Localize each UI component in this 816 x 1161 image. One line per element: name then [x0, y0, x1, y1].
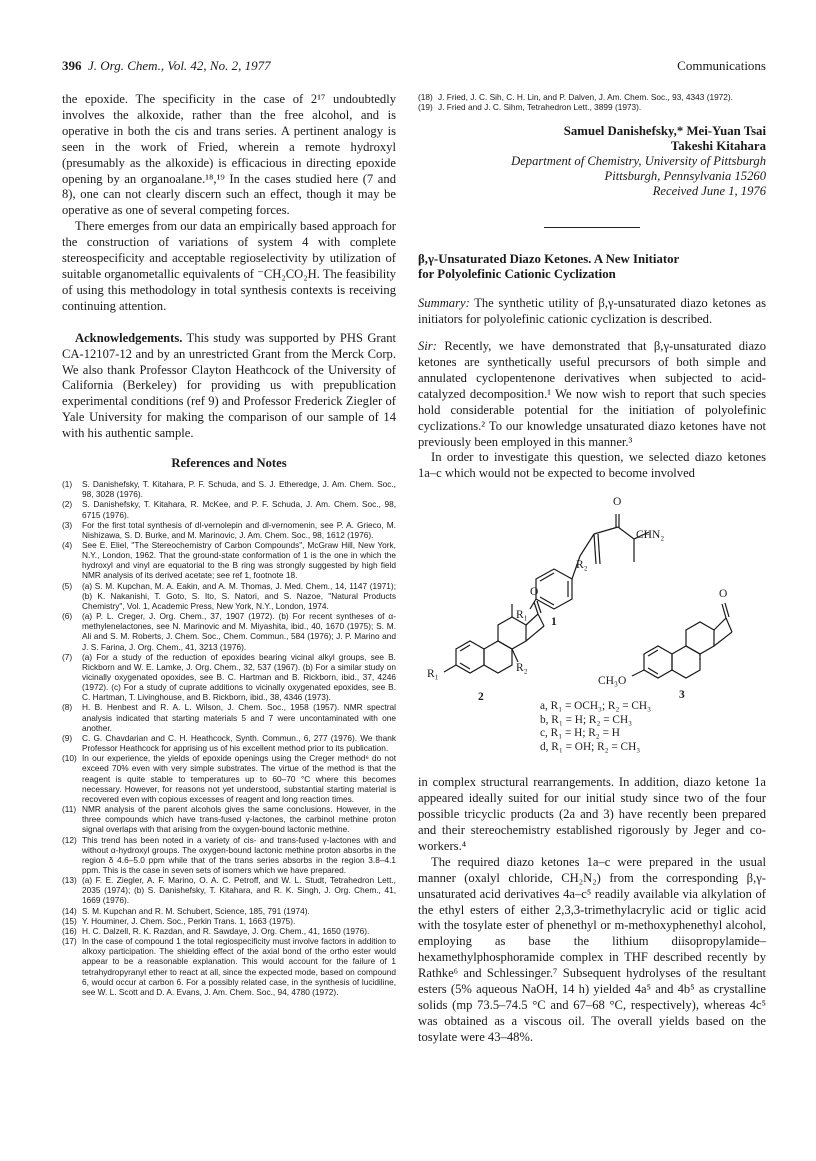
- paragraph-complex: in complex structural rearrangements. In addition, diazo ketone 1a appeared ideally suited for our initial study since two of the four possible tricyclic products (2a and 3) have recently been prepared and their stereochemistry established rigorously by Jeger and co-workers.⁴: [418, 775, 766, 853]
- reference-number: (14): [62, 905, 77, 916]
- reference-number: (11): [62, 804, 77, 815]
- reference-text: (a) S. M. Kupchan, M. A. Eakin, and A. M. Thomas, J. Med. Chem., 14, 1147 (1971); (b) K. Nakanishi, T. Goto, S. Ito, S. Natori, and S. Nazoe, "Natural Products Chemistry", Vol. 1, Academic Press, New York, N.Y., London, 1974.: [82, 580, 396, 611]
- reference-item: [418, 102, 766, 112]
- reference-item: [62, 753, 396, 804]
- page-number: 396: [62, 58, 82, 73]
- affiliation-city: Pittsburgh, Pennsylvania 15260: [604, 169, 766, 184]
- substituent-b: b, R₁ = H; R₂ = CH₃: [540, 713, 633, 726]
- reference-item: [62, 733, 396, 753]
- paragraph-sir: [418, 339, 766, 450]
- substituent-d: d, R₁ = OH; R₂ = CH₃: [540, 741, 641, 754]
- reference-item: [62, 916, 396, 926]
- reference-number: (6): [62, 611, 73, 622]
- compound-1-r1: R₁: [516, 609, 528, 622]
- reference-item: [62, 499, 396, 519]
- reference-item: [62, 652, 396, 703]
- reference-number: (10): [62, 753, 77, 764]
- paragraph-conclusion: There emerges from our data an empirically based approach for the construction of variations of system 4 with complete stereospecificity and acceptable regioselectivity by utilization of suitable organometallic equivalents of ⁻CH₂CO₂H. The feasibility of using this methodology in total synthesis contexts is receiving continuing attention.: [62, 219, 396, 313]
- chemical-scheme: [418, 484, 766, 775]
- reference-text: Y. Houminer, J. Chem. Soc., Perkin Trans. 1, 1663 (1975).: [82, 915, 296, 926]
- reference-number: (2): [62, 499, 73, 510]
- reference-item: [62, 520, 396, 540]
- reference-text: S. Danishefsky, T. Kitahara, P. F. Schuda, and S. J. Etheredge, J. Am. Chem. Soc., 98, 3028 (1976).: [82, 479, 396, 500]
- compound-1-chn2: CHN₂: [636, 529, 665, 542]
- reference-text: C. G. Chavdarian and C. H. Heathcock, Synth. Commun., 6, 277 (1976). We thank Professor Heathcock for apprising us of his excellent method prior to its publication.: [82, 732, 396, 754]
- ack-text: This study was supported by PHS Grant CA-12107-12 and by an unrestricted Grant from the Merck Corp. We also thank Professor Clayton Heathcock of the University of California (Berkeley) for providing us with prepublication experimental conditions (ref 9) and Professor Frederick Ziegler of Yale University for making the comparison of our sample of 14 with his authentic sample.: [62, 330, 396, 441]
- reference-text: NMR analysis of the parent alcohols gives the same conclusions. However, in the three compounds which have trans-fused γ-lactones, the carbinol methine proton signal overlaps with that arising from the oxygen-bound lactonic methine.: [82, 804, 396, 835]
- paragraph-order: In order to investigate this question, we selected diazo ketones 1a–c which would not be expected to become involved: [418, 450, 766, 481]
- ack-label: Acknowledgements.: [75, 330, 183, 345]
- reference-text: For the first total synthesis of dl-vernolepin and dl-vernomenin, see P. A. Grieco, M. Nishizawa, S. D. Burke, and M. Marinovic, J. Am. Chem. Soc., 98, 1612 (1976).: [82, 519, 396, 540]
- reference-number: (16): [62, 925, 77, 936]
- reference-text: J. Fried, J. C. Sih, C. H. Lin, and P. Dalven, J. Am. Chem. Soc., 93, 4343 (1972).: [438, 92, 733, 102]
- compound-2-oxygen: O: [530, 586, 539, 599]
- reference-text: J. Fried and J. C. Sihm, Tetrahedron Lett., 3899 (1973).: [438, 102, 642, 113]
- reference-number: (3): [62, 519, 73, 530]
- section-name: Communications: [677, 58, 766, 73]
- article-title-line-2: for Polyolefinic Cationic Cyclization: [418, 267, 616, 282]
- reference-item: [62, 804, 396, 834]
- reference-text: S. Danishefsky, T. Kitahara, R. McKee, and P. F. Schuda, J. Am. Chem. Soc., 98, 6715 (1976).: [82, 499, 396, 520]
- received-date: Received June 1, 1976: [652, 184, 766, 199]
- reference-number: (18): [418, 92, 433, 102]
- journal-citation: J. Org. Chem., Vol. 42, No. 2, 1977: [88, 58, 271, 73]
- reference-item: [62, 702, 396, 732]
- affiliation-dept: Department of Chemistry, University of Pittsburgh: [511, 154, 766, 169]
- compound-2-r1: R₁: [427, 668, 439, 681]
- reference-text: S. M. Kupchan and R. M. Schubert, Science, 185, 791 (1974).: [82, 905, 310, 916]
- right-column: [418, 92, 766, 1046]
- summary-label: Summary:: [418, 296, 470, 311]
- reference-number: (7): [62, 651, 73, 662]
- reference-number: (4): [62, 539, 73, 550]
- reference-list: [62, 479, 396, 997]
- section-divider: [544, 227, 640, 228]
- reference-text: H. B. Henbest and R. A. L. Wilson, J. Chem. Soc., 1958 (1957). NMR spectral analysis indicated that starting materials 5 and 7 were uncontaminated with one another.: [82, 702, 396, 733]
- compound-3-oxygen: O: [719, 588, 728, 601]
- reference-item: [418, 92, 766, 102]
- compound-1-r2: R₂: [576, 559, 588, 572]
- substituent-c: c, R₁ = H; R₂ = H: [540, 727, 620, 740]
- reference-text: (a) P. L. Creger, J. Org. Chem., 37, 1907 (1972). (b) For recent syntheses of α-methylenelactones, see N. Marinovic and M. Miyashita, ibid., 40, 1670 (1975); S. M. Ali and S. M. Roberts, J. Chem. Soc., Chem. Commun., 584 (1976); J. P. Marino and J. S. Farina, J. Org. Chem., 41, 3213 (1976).: [82, 611, 396, 652]
- reference-text: See E. Eliel, "The Stereochemistry of Carbon Compounds", McGraw Hill, New York, N.Y., London, 1962. That the ground-state conformation of 1 is the one in which the hydroxyl and vinyl are equatorial to the B ring was strongly suggested by high field NMR analysis of its derived acetate; see ref 1, footnote 18.: [82, 539, 396, 581]
- compound-3-drawing: [632, 603, 732, 678]
- sir-text: Recently, we have demonstrated that β,γ-unsaturated diazo ketones are synthetically useful precursors of both simple and annulated cyclopentenone derivatives when subjected to acid-catalyzed decomposition.¹ We now wish to report that such species hold considerable potential for the initiation of polyolefinic cyclizations.² To our knowledge unsaturated diazo ketones have not previously been employed in this manner.³: [418, 339, 766, 449]
- reference-number: (15): [62, 915, 77, 926]
- compound-2-drawing: [444, 601, 544, 673]
- author-line-2: Takeshi Kitahara: [670, 139, 766, 154]
- references-heading: References and Notes: [171, 456, 287, 471]
- reference-text: This trend has been noted in a variety of cis- and trans-fused γ-lactones with and without α-hydroxyl groups. The oxygen-bound lactonic methine proton absorbs in the region δ 4.6–5.0 ppm while that of the trans series absorbs in the region 3.8–4.1 ppm. This is the case in seven sets of isomers which we have prepared.: [82, 834, 396, 875]
- author-line-1: Samuel Danishefsky,* Mei-Yuan Tsai: [563, 124, 766, 139]
- reference-item: [62, 540, 396, 581]
- reference-text: In our experience, the yields of epoxide openings using the Creger method⁶ do not exceed 70% even with very simple substrates. The virtue of the method is that the reagent is quite stable to temperatures up to 60–70 °C where this becomes necessary. However, for reasons not yet understood, substantial starting material is recovered even with copious excesses of reagent and long reaction times.: [82, 753, 396, 804]
- reference-number: (1): [62, 479, 73, 490]
- summary-text: The synthetic utility of β,γ-unsaturated diazo ketones as initiators for polyolefinic cationic cyclization is described.: [418, 296, 766, 327]
- reference-item: [62, 906, 396, 916]
- reference-list-continued: [418, 92, 766, 112]
- sir-label: Sir:: [418, 339, 437, 354]
- compound-1-drawing: [530, 514, 649, 609]
- reference-number: (5): [62, 580, 73, 591]
- compound-2-number: 2: [478, 691, 484, 704]
- reference-item: [62, 835, 396, 876]
- reference-item: [62, 875, 396, 905]
- left-column: [62, 92, 396, 997]
- reference-item: [62, 936, 396, 997]
- reference-number: (13): [62, 875, 77, 886]
- reference-number: (12): [62, 834, 77, 845]
- substituent-key: [540, 700, 651, 754]
- substituent-a: a, R₁ = OCH₃; R₂ = CH₃: [540, 700, 652, 713]
- compound-2-r2: R₂: [516, 662, 528, 675]
- summary: [418, 296, 766, 328]
- paragraph-required: The required diazo ketones 1a–c were prepared in the usual manner (oxalyl chloride, CH₂N₂) from the corresponding β,γ-unsaturated acid derivatives 4a–c⁵ readily available via alkylation of the ethyl esters of either 2,3,3-trimethylacrylic acid or tiglic acid with the tosylate ester of phenethyl or m-methoxyphenethyl alcohol, employing as base the lithium diisopropylamide–hexamethylphosphoramide complex in THF described recently by Rathke⁶ and Schlessinger.⁷ Subsequent hydrolyses of the resultant esters (5% aqueous NaOH, 14 h) yielded 4a⁵ and 4b⁵ as crystalline solids (mp 73.5–74.5 °C and 67–68 °C, respectively), whereas 4c⁵ was obtained as a viscous oil. The overall yields based on the tosylate were 43–48%.: [418, 854, 766, 1044]
- compound-3-number: 3: [679, 689, 685, 702]
- reference-number: (19): [418, 102, 433, 113]
- compound-3-methoxy: CH₃O: [598, 675, 627, 688]
- reference-item: [62, 611, 396, 652]
- reference-number: (17): [62, 936, 77, 947]
- reference-number: (8): [62, 702, 73, 713]
- paragraph-epoxide: the epoxide. The specificity in the case of 2¹⁷ undoubtedly involves the alkoxide, rather than the free alcohol, and is operative in both the cis and trans series. A pertinent analogy is seen in the work of Fried, wherein a remote hydroxyl (presumably as the alkoxide) is efficacious in directing epoxide opening by an organoalane.¹⁸,¹⁹ In the cases studied here (7 and 8), one can not clearly discern such an effect, though it may be operative as one of several competing forces.: [62, 92, 396, 218]
- acknowledgements: [62, 331, 396, 442]
- reference-text: H. C. Dalzell, R. K. Razdan, and R. Sawdaye, J. Org. Chem., 41, 1650 (1976).: [82, 925, 370, 936]
- reference-text: (a) F. E. Ziegler, A. F. Marino, O. A. C. Petroff, and W. L. Studt, Tetrahedron Lett., 2035 (1974); (b) S. Danishefsky, T. Kitahara, and R. K. Singh, J. Org. Chem., 41, 1669 (1976).: [82, 875, 396, 906]
- running-header: [62, 58, 766, 78]
- article-title: [418, 252, 766, 282]
- reference-item: [62, 479, 396, 499]
- reference-item: [62, 926, 396, 936]
- compound-1-number: 1: [551, 616, 557, 629]
- reference-number: (9): [62, 732, 73, 743]
- reference-text: (a) For a study of the reduction of epoxides bearing vicinal alkyl groups, see B. Rickborn and W. E. Lamke, J. Org. Chem., 32, 537 (1967). (b) For a similar study on vicinally oxygenated opoxides, see B. C. Hartman and B. Rickborn, ibid., 37, 4246 (1972). (c) For a study of cuprate additions to vicinally oxygenated epoxides, see B. C. Hartman, T. Livinghouse, and B. Rickborn, ibid., 38, 4346 (1973).: [82, 651, 396, 703]
- compound-1-oxygen: O: [613, 496, 622, 509]
- reference-text: In the case of compound 1 the total regiospecificity must involve factors in addition to alkoxy participation. The shielding effect of the axial bond of the ortho ester would appear to be a reasonable explanation. This would account for the failure of 1 tetrahydropyranyl ether to react at all, since the expected mode, based on compound 6, would occur at carbon 6. For a possibly related case, in the synthesis of lucidiline, see W. L. Scott and D. A. Evans, J. Am. Chem. Soc., 94, 4780 (1972).: [82, 936, 396, 997]
- article-title-line-1: β,γ-Unsaturated Diazo Ketones. A New Initiator: [418, 252, 680, 267]
- reference-item: [62, 581, 396, 611]
